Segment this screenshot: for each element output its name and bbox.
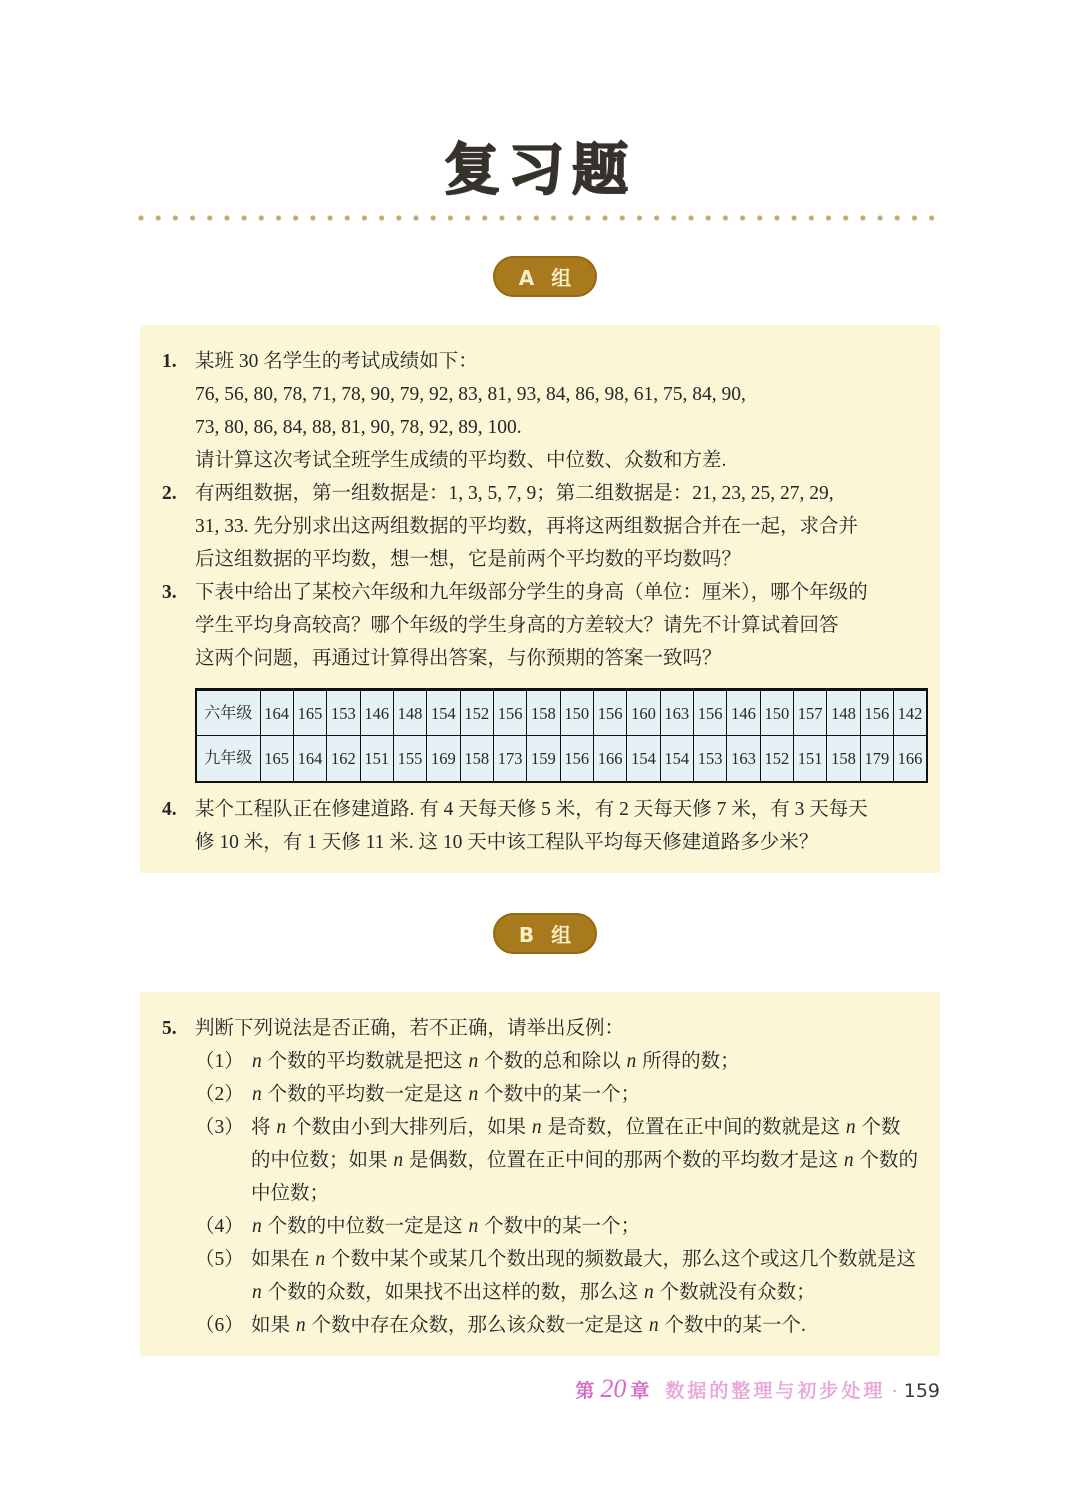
statement-marker: （4）	[195, 1215, 244, 1237]
problem-body	[195, 345, 920, 477]
page-title: 复习题	[444, 138, 636, 203]
height-value-cell: 152	[460, 690, 493, 736]
problem-number: 2.	[162, 483, 177, 504]
height-value-cell: 157	[794, 690, 827, 736]
height-value-cell: 153	[327, 690, 360, 736]
problem-body	[195, 1012, 920, 1342]
height-value-cell: 152	[760, 736, 793, 782]
height-value-cell: 166	[894, 736, 927, 782]
problem-text-line: 某班 30 名学生的考试成绩如下：	[195, 351, 478, 372]
statement-text: 如果在 n 个数中某个或某几个数出现的频数最大，那么这个或这几个数就是这 n 个数的众数，如果找不出这样的数，那么这 n 个数就没有众数；	[251, 1248, 917, 1303]
height-value-cell: 173	[493, 736, 526, 782]
row-label: 九年级	[196, 736, 260, 782]
height-value-cell: 164	[260, 690, 293, 736]
statement-marker: （2）	[195, 1083, 244, 1105]
chapter-number: 20	[600, 1373, 627, 1403]
group-b-badge	[493, 913, 597, 954]
height-value-cell: 150	[560, 690, 593, 736]
height-value-cell: 146	[727, 690, 760, 736]
height-value-cell: 166	[593, 736, 626, 782]
group-a-badge	[493, 256, 597, 297]
height-value-cell: 163	[727, 736, 760, 782]
height-value-cell: 165	[260, 736, 293, 782]
chapter-prefix: 第	[575, 1380, 597, 1402]
height-value-cell: 148	[393, 690, 426, 736]
height-value-cell: 156	[593, 690, 626, 736]
height-value-cell: 162	[327, 736, 360, 782]
group-b-problem-box	[140, 992, 940, 1356]
row-label: 六年级	[196, 690, 260, 736]
problem-5	[162, 1012, 920, 1342]
problem-3	[162, 576, 923, 793]
height-value-cell: 154	[427, 690, 460, 736]
problem-text-line: 有两组数据，第一组数据是：1, 3, 5, 7, 9；第二组数据是：21, 23, 25, 27, 29,	[195, 483, 834, 504]
problem-number: 1.	[162, 351, 177, 372]
group-b-label: B 组	[518, 922, 577, 947]
page-number: 159	[903, 1379, 940, 1402]
height-value-cell: 153	[693, 736, 726, 782]
problem-number: 5.	[162, 1017, 177, 1039]
height-value-cell: 158	[527, 690, 560, 736]
problem-text-line: 修 10 米，有 1 天修 11 米. 这 10 天中该工程队平均每天修建道路多少米？	[195, 831, 819, 853]
problem-body	[195, 576, 923, 793]
height-value-cell: 148	[827, 690, 860, 736]
height-value-cell: 164	[293, 736, 326, 782]
height-value-cell: 179	[860, 736, 893, 782]
problem-text-line: 后这组数据的平均数，想一想，它是前两个平均数的平均数吗？	[195, 549, 742, 570]
statement-text: n 个数的平均数一定是这 n 个数中的某一个；	[252, 1083, 641, 1105]
statement-1	[195, 1045, 920, 1078]
height-value-cell: 146	[360, 690, 393, 736]
problem-text-line: 73, 80, 86, 84, 88, 81, 90, 78, 92, 89, 100.	[195, 417, 522, 438]
problem-text-line: 某个工程队正在修建道路. 有 4 天每天修 5 米，有 2 天每天修 7 米，有 3 天每天	[195, 798, 868, 820]
height-table-body	[196, 690, 927, 782]
statement-text: 将 n 个数由小到大排列后，如果 n 是奇数，位置在正中间的数就是这 n 个数的中位数；如果 n 是偶数，位置在正中间的那两个数的平均数才是这 n 个数的中位数；	[251, 1116, 919, 1204]
height-value-cell: 163	[660, 690, 693, 736]
height-value-cell: 156	[693, 690, 726, 736]
table-row	[196, 690, 927, 736]
problem-text-line: 请计算这次考试全班学生成绩的平均数、中位数、众数和方差.	[195, 450, 727, 471]
height-value-cell: 159	[527, 736, 560, 782]
height-value-cell: 165	[293, 690, 326, 736]
height-value-cell: 156	[493, 690, 526, 736]
statement-marker: （5）	[195, 1248, 244, 1270]
statement-2	[195, 1078, 920, 1111]
group-a-label: A 组	[518, 266, 577, 290]
height-value-cell: 150	[760, 690, 793, 736]
problem-2	[162, 477, 920, 576]
statement-marker: （6）	[195, 1314, 244, 1336]
statement-6	[195, 1309, 920, 1342]
problem-intro-line: 判断下列说法是否正确，若不正确，请举出反例：	[195, 1017, 625, 1039]
height-value-cell: 158	[827, 736, 860, 782]
statement-marker: （1）	[195, 1050, 244, 1072]
problem-text-line: 76, 56, 80, 78, 71, 78, 90, 79, 92, 83, 81, 93, 84, 86, 98, 61, 75, 84, 90,	[195, 384, 746, 405]
problem-number: 3.	[162, 582, 177, 603]
height-value-cell: 160	[627, 690, 660, 736]
height-value-cell: 155	[393, 736, 426, 782]
statement-text: n 个数的平均数就是把这 n 个数的总和除以 n 所得的数；	[252, 1050, 740, 1072]
height-value-cell: 156	[560, 736, 593, 782]
height-value-cell: 169	[427, 736, 460, 782]
problem-body	[195, 793, 920, 859]
height-value-cell: 151	[360, 736, 393, 782]
problem-body	[195, 477, 920, 576]
height-value-cell: 154	[660, 736, 693, 782]
table-row	[196, 736, 927, 782]
problem-1	[162, 345, 920, 477]
footer-separator: ·	[891, 1380, 898, 1402]
chapter-suffix: 章	[630, 1380, 652, 1402]
chapter-title: 数据的整理与初步处理	[665, 1380, 886, 1402]
problem-number: 4.	[162, 798, 177, 820]
height-value-cell: 151	[794, 736, 827, 782]
statement-4	[195, 1210, 920, 1243]
statement-3	[195, 1111, 920, 1210]
height-value-cell: 154	[627, 736, 660, 782]
problem-text-line: 这两个问题，再通过计算得出答案，与你预期的答案一致吗？	[195, 648, 722, 669]
problem-text-line: 下表中给出了某校六年级和九年级部分学生的身高（单位：厘米），哪个年级的	[195, 582, 868, 603]
problem-text-line: 31, 33. 先分别求出这两组数据的平均数，再将这两组数据合并在一起，求合并	[195, 516, 859, 537]
statement-text: 如果 n 个数中存在众数，那么该众数一定是这 n 个数中的某一个.	[251, 1314, 806, 1336]
group-a-problem-box	[140, 325, 940, 873]
statement-5	[195, 1243, 920, 1309]
problem-4	[162, 793, 920, 859]
height-value-cell: 158	[460, 736, 493, 782]
statement-marker: （3）	[195, 1116, 244, 1138]
page-footer	[140, 1374, 940, 1407]
dotted-divider	[138, 214, 944, 222]
height-value-cell: 156	[860, 690, 893, 736]
problem-text-line: 学生平均身高较高？哪个年级的学生身高的方差较大？请先不计算试着回答	[195, 615, 839, 636]
statement-text: n 个数的中位数一定是这 n 个数中的某一个；	[252, 1215, 641, 1237]
height-value-cell: 142	[894, 690, 927, 736]
height-data-table	[195, 688, 928, 783]
